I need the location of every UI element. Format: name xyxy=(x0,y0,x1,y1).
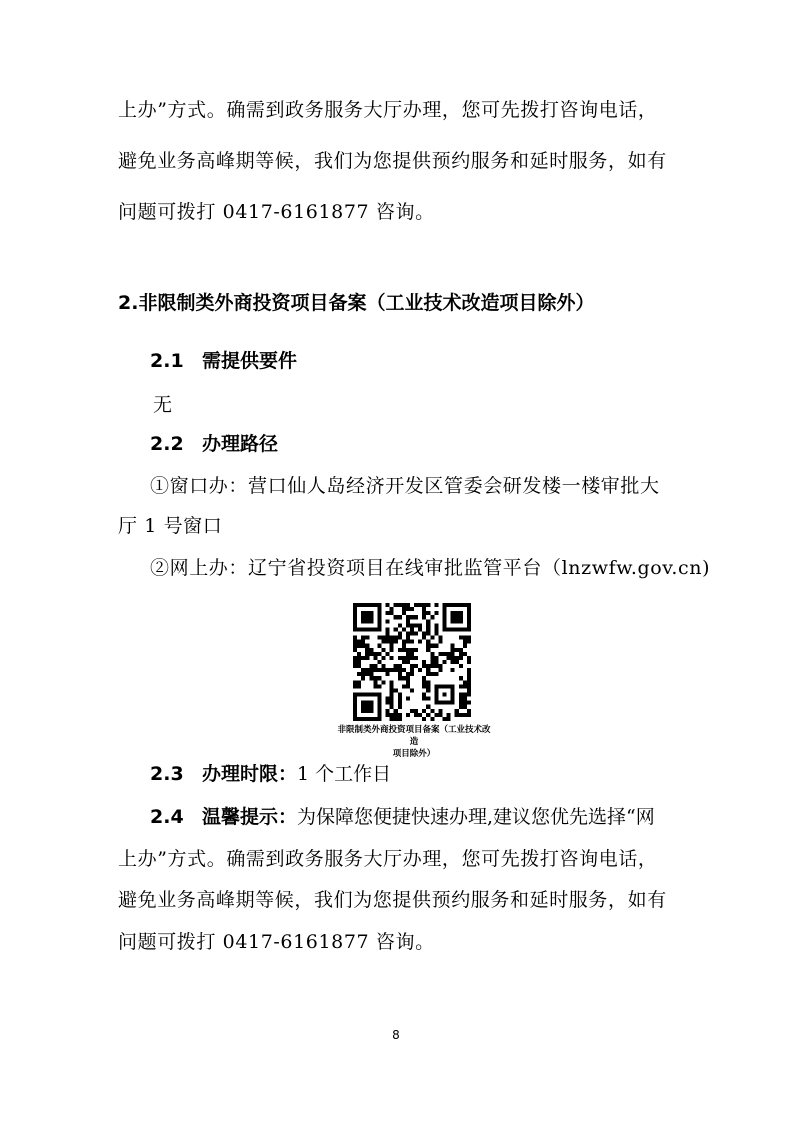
subsection-title: 温馨提示： xyxy=(202,806,298,828)
tip-line-3: 问题可拨打 0417-6161877 咨询。 xyxy=(118,931,435,953)
path-line-2: 厅 1 号窗口 xyxy=(118,515,223,537)
intro-line-1: 上办”方式。确需到政务服务大厅办理，您可先拨打咨询电话， xyxy=(118,99,658,121)
subsection-title: 办理路径 xyxy=(202,433,279,455)
qr-code-image xyxy=(353,603,471,721)
path-line-1: ①窗口办：营口仙人岛经济开发区管委会研发楼一楼审批大 xyxy=(150,475,660,497)
intro-line-3: 问题可拨打 0417-6161877 咨询。 xyxy=(118,201,435,223)
subsection-number: 2.1 xyxy=(150,350,184,372)
tip-line-2: 避免业务高峰期等候，我们为您提供预约服务和延时服务，如有 xyxy=(118,889,667,911)
page-number: 8 xyxy=(392,1028,400,1042)
subsection-2-4 xyxy=(150,805,655,829)
qr-caption xyxy=(334,724,494,760)
subsection-number: 2.4 xyxy=(150,806,184,828)
subsection-2-1 xyxy=(150,349,297,373)
subsection-2-2 xyxy=(150,432,278,456)
path-line-3: ②网上办：辽宁省投资项目在线审批监管平台（lnzwfw.gov.cn) xyxy=(150,557,711,579)
tip-line-1: 上办”方式。确需到政务服务大厅办理，您可先拨打咨询电话， xyxy=(118,848,658,870)
subsection-title: 办理时限： xyxy=(202,763,298,785)
qr-caption-line-1: 非限制类外商投资项目备案（工业技术改造 xyxy=(337,725,491,747)
subsection-number: 2.2 xyxy=(150,433,184,455)
subsection-title: 需提供要件 xyxy=(202,350,298,372)
processing-time-value: 1 个工作日 xyxy=(297,763,392,785)
materials-text: 无 xyxy=(153,394,173,416)
intro-line-2: 避免业务高峰期等候，我们为您提供预约服务和延时服务，如有 xyxy=(118,150,667,172)
tip-text-start: 为保障您便捷快速办理,建议您优先选择“网 xyxy=(297,806,655,828)
section-heading: 2.非限制类外商投资项目备案（工业技术改造项目除外） xyxy=(118,292,595,314)
qr-caption-line-2: 项目除外） xyxy=(392,749,436,759)
subsection-2-3 xyxy=(150,762,391,786)
subsection-number: 2.3 xyxy=(150,763,184,785)
